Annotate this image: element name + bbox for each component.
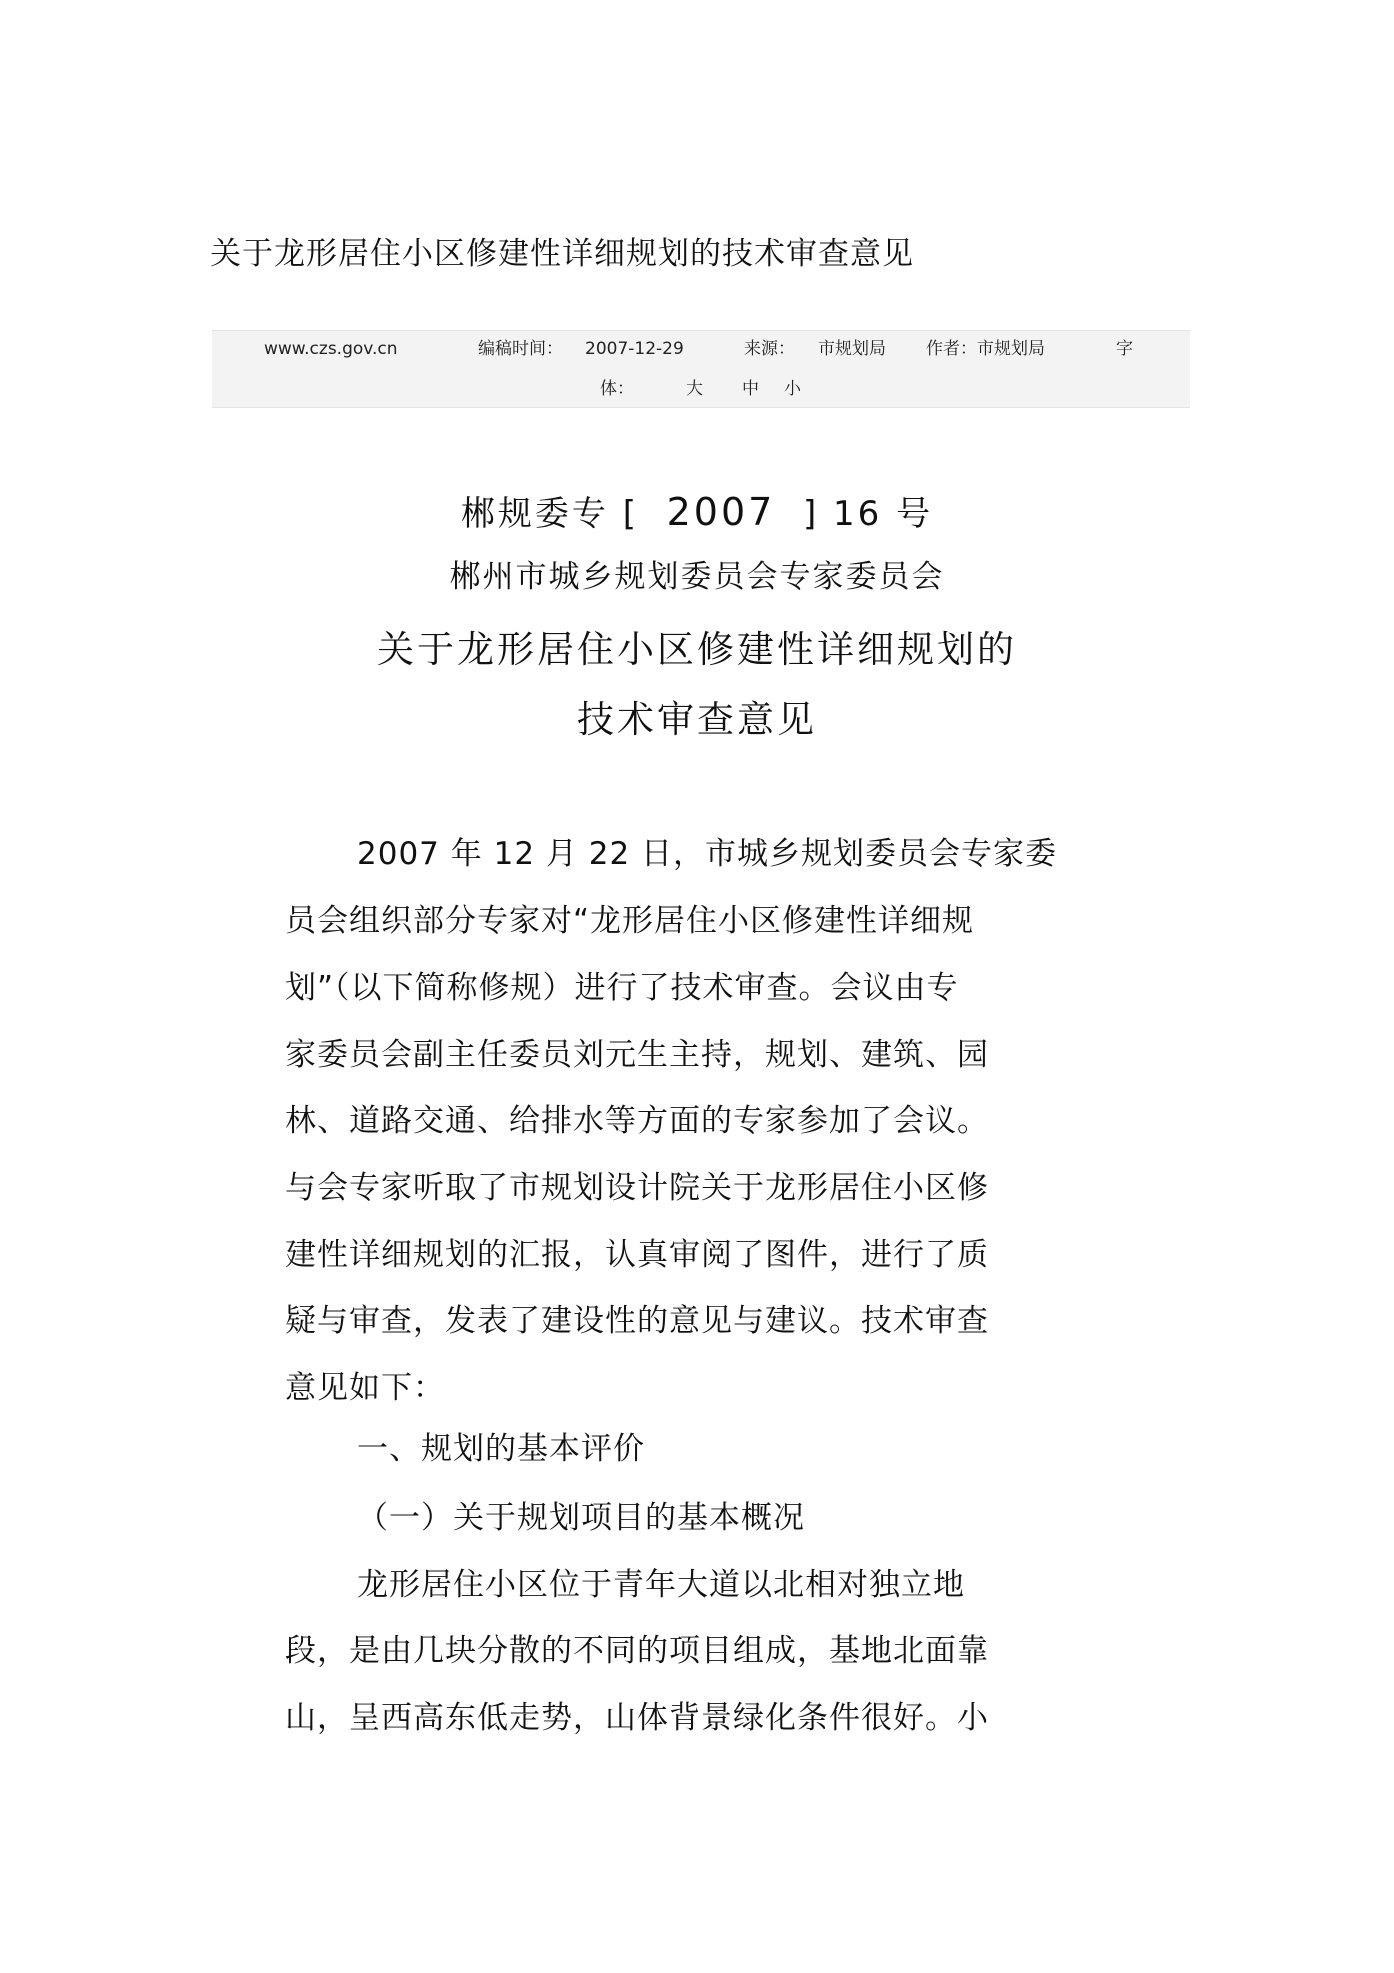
source-label: 来源： [744,339,795,359]
font-size-large-link[interactable]: 大 [686,379,703,399]
body-line-9: 意见如下： [285,1370,445,1406]
source-value: 市规划局 [818,339,886,359]
edit-time-value: 2007-12-29 [585,339,684,359]
subsection-heading-1: （一）关于规划项目的基本概况 [357,1500,805,1536]
font-size-label-part1: 字 [1116,339,1133,359]
edit-time-label: 编稿时间： [478,339,563,359]
font-size-small-link[interactable]: 小 [784,379,801,399]
document-number-suffix: ] 16 号 [802,494,934,534]
document-number [0,484,1394,542]
body-line-2: 员会组织部分专家对“龙形居住小区修建性详细规 [285,903,975,939]
body-line-1: 2007 年 12 月 22 日，市城乡规划委员会专家委 [357,836,1058,872]
page-title: 关于龙形居住小区修建性详细规划的技术审查意见 [210,236,914,272]
body-line-5: 林、道路交通、给排水等方面的专家参加了会议。 [285,1103,989,1139]
body-line-8: 疑与审查，发表了建设性的意见与建议。技术审查 [285,1303,989,1339]
site-url[interactable]: www.czs.gov.cn [264,339,398,359]
body-line-12: 山，呈西高东低走势，山体背景绿化条件很好。小 [285,1700,989,1736]
document-heading-line-1: 关于龙形居住小区修建性详细规划的 [377,628,1017,671]
article-meta-bar [212,330,1190,408]
body-line-10: 龙形居住小区位于青年大道以北相对独立地 [357,1567,965,1603]
body-line-7: 建性详细规划的汇报，认真审阅了图件，进行了质 [285,1237,989,1273]
body-line-4: 家委员会副主任委员刘元生主持，规划、建筑、园 [285,1037,989,1073]
body-line-6: 与会专家听取了市规划设计院关于龙形居住小区修 [285,1170,989,1206]
font-size-label-part2: 体： [600,379,634,399]
document-heading-line-2: 技术审查意见 [577,698,817,741]
body-line-3: 划”（以下简称修规）进行了技术审查。会议由专 [285,970,959,1006]
document-number-year: 2007 [666,490,776,534]
document-number-prefix: 郴规委专 [ [460,494,639,534]
font-size-medium-link[interactable]: 中 [742,379,759,399]
section-heading-1: 一、规划的基本评价 [357,1431,645,1467]
body-line-11: 段，是由几块分散的不同的项目组成，基地北面靠 [285,1633,989,1669]
author: 作者：市规划局 [926,339,1045,359]
document-organization: 郴州市城乡规划委员会专家委员会 [449,559,945,595]
